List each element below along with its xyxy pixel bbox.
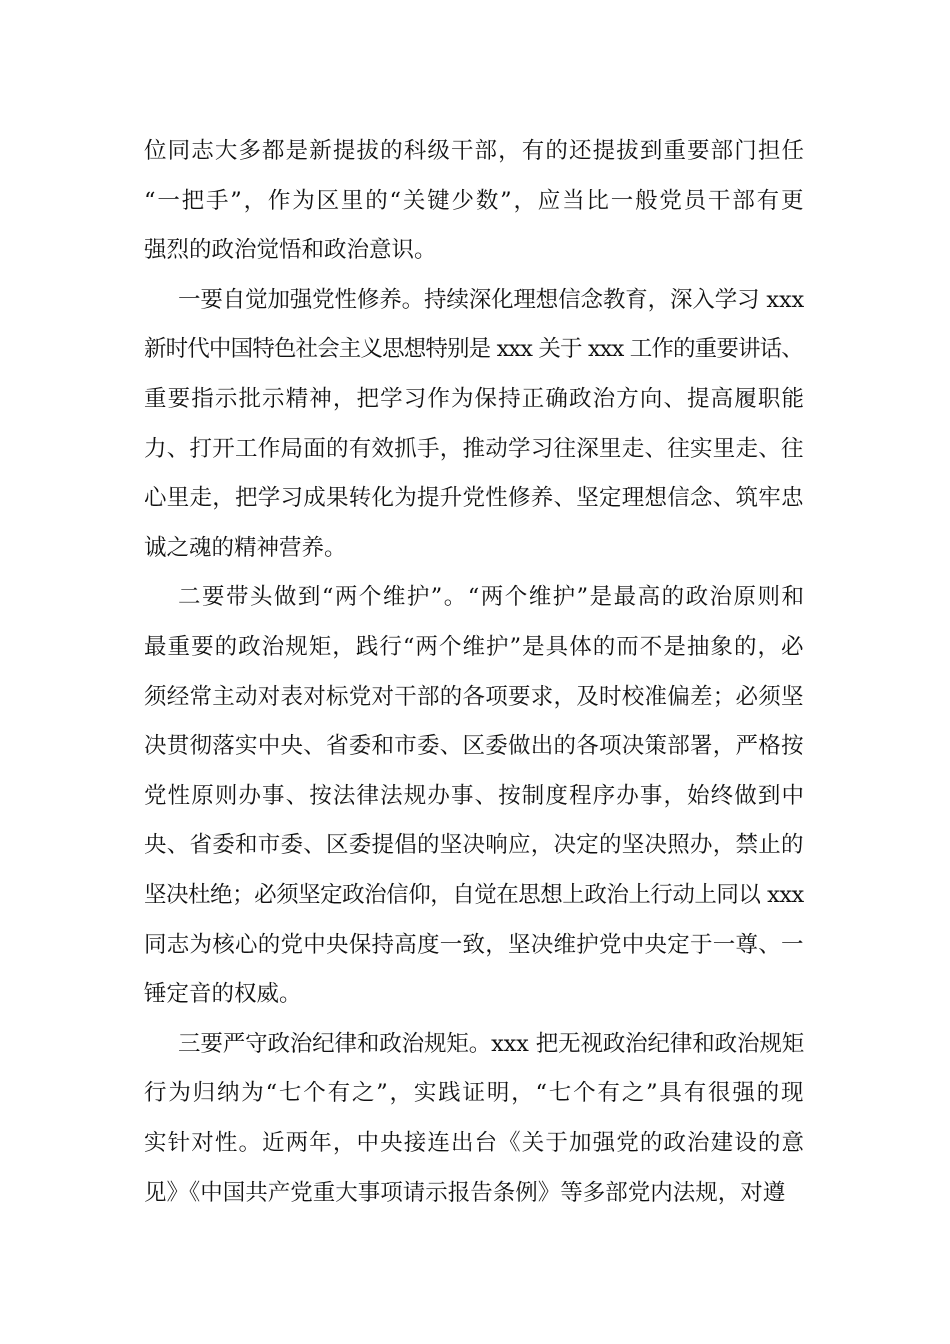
text-line: 诚之魂的精神营养。 (144, 534, 347, 561)
text-line: 强烈的政治觉悟和政治意识。 (144, 237, 437, 264)
text-line: 决贯彻落实中央、省委和市委、区委做出的各项决策部署，严格按 (144, 733, 804, 760)
text-line: 三要严守政治纪律和政治规矩。xxx 把无视政治纪律和政治规矩 (178, 1030, 805, 1057)
text-line: 党性原则办事、按法律法规办事、按制度程序办事，始终做到中 (144, 782, 806, 809)
text-line: 行为归纳为“七个有之”，实践证明，“七个有之”具有很强的现 (144, 1080, 806, 1107)
text-line: 一要自觉加强党性修养。持续深化理想信念教育，深入学习 xxx (178, 286, 805, 313)
text-line: 央、省委和市委、区委提倡的坚决响应，决定的坚决照办，禁止的 (144, 832, 804, 859)
text-line: 位同志大多都是新提拔的科级干部，有的还提拔到重要部门担任 (144, 138, 806, 164)
text-line: 见》《中国共产党重大事项请示报告条例》等多部党内法规，对遵 (144, 1179, 786, 1206)
text-line: 须经常主动对表对标党对干部的各项要求，及时校准偏差；必须坚 (144, 683, 804, 710)
text-line: 二要带头做到“两个维护”。“两个维护”是最高的政治原则和 (178, 584, 806, 611)
text-line: 最重要的政治规矩，践行“两个维护”是具体的而不是抽象的，必 (144, 634, 805, 660)
text-line: 重要指示批示精神，把学习作为保持正确政治方向、提高履职能 (144, 386, 806, 412)
text-line: 坚决杜绝；必须坚定政治信仰，自觉在思想上政治上行动上同以 xxx (144, 882, 804, 908)
text-line: 实针对性。近两年，中央接连出台《关于加强党的政治建设的意 (144, 1130, 806, 1156)
text-line: 力、打开工作局面的有效抓手，推动学习往深里走、往实里走、往 (144, 435, 804, 462)
text-line: 锤定音的权威。 (144, 981, 302, 1008)
text-line: “一把手”，作为区里的“关键少数”，应当比一般党员干部有更 (144, 187, 806, 214)
text-line: 心里走，把学习成果转化为提升党性修养、坚定理想信念、筑牢忠 (144, 485, 804, 512)
text-line: 同志为核心的党中央保持高度一致，坚决维护党中央定于一尊、一 (144, 931, 804, 958)
text-line: 新时代中国特色社会主义思想特别是 xxx 关于 xxx 工作的重要讲话、 (144, 336, 803, 363)
